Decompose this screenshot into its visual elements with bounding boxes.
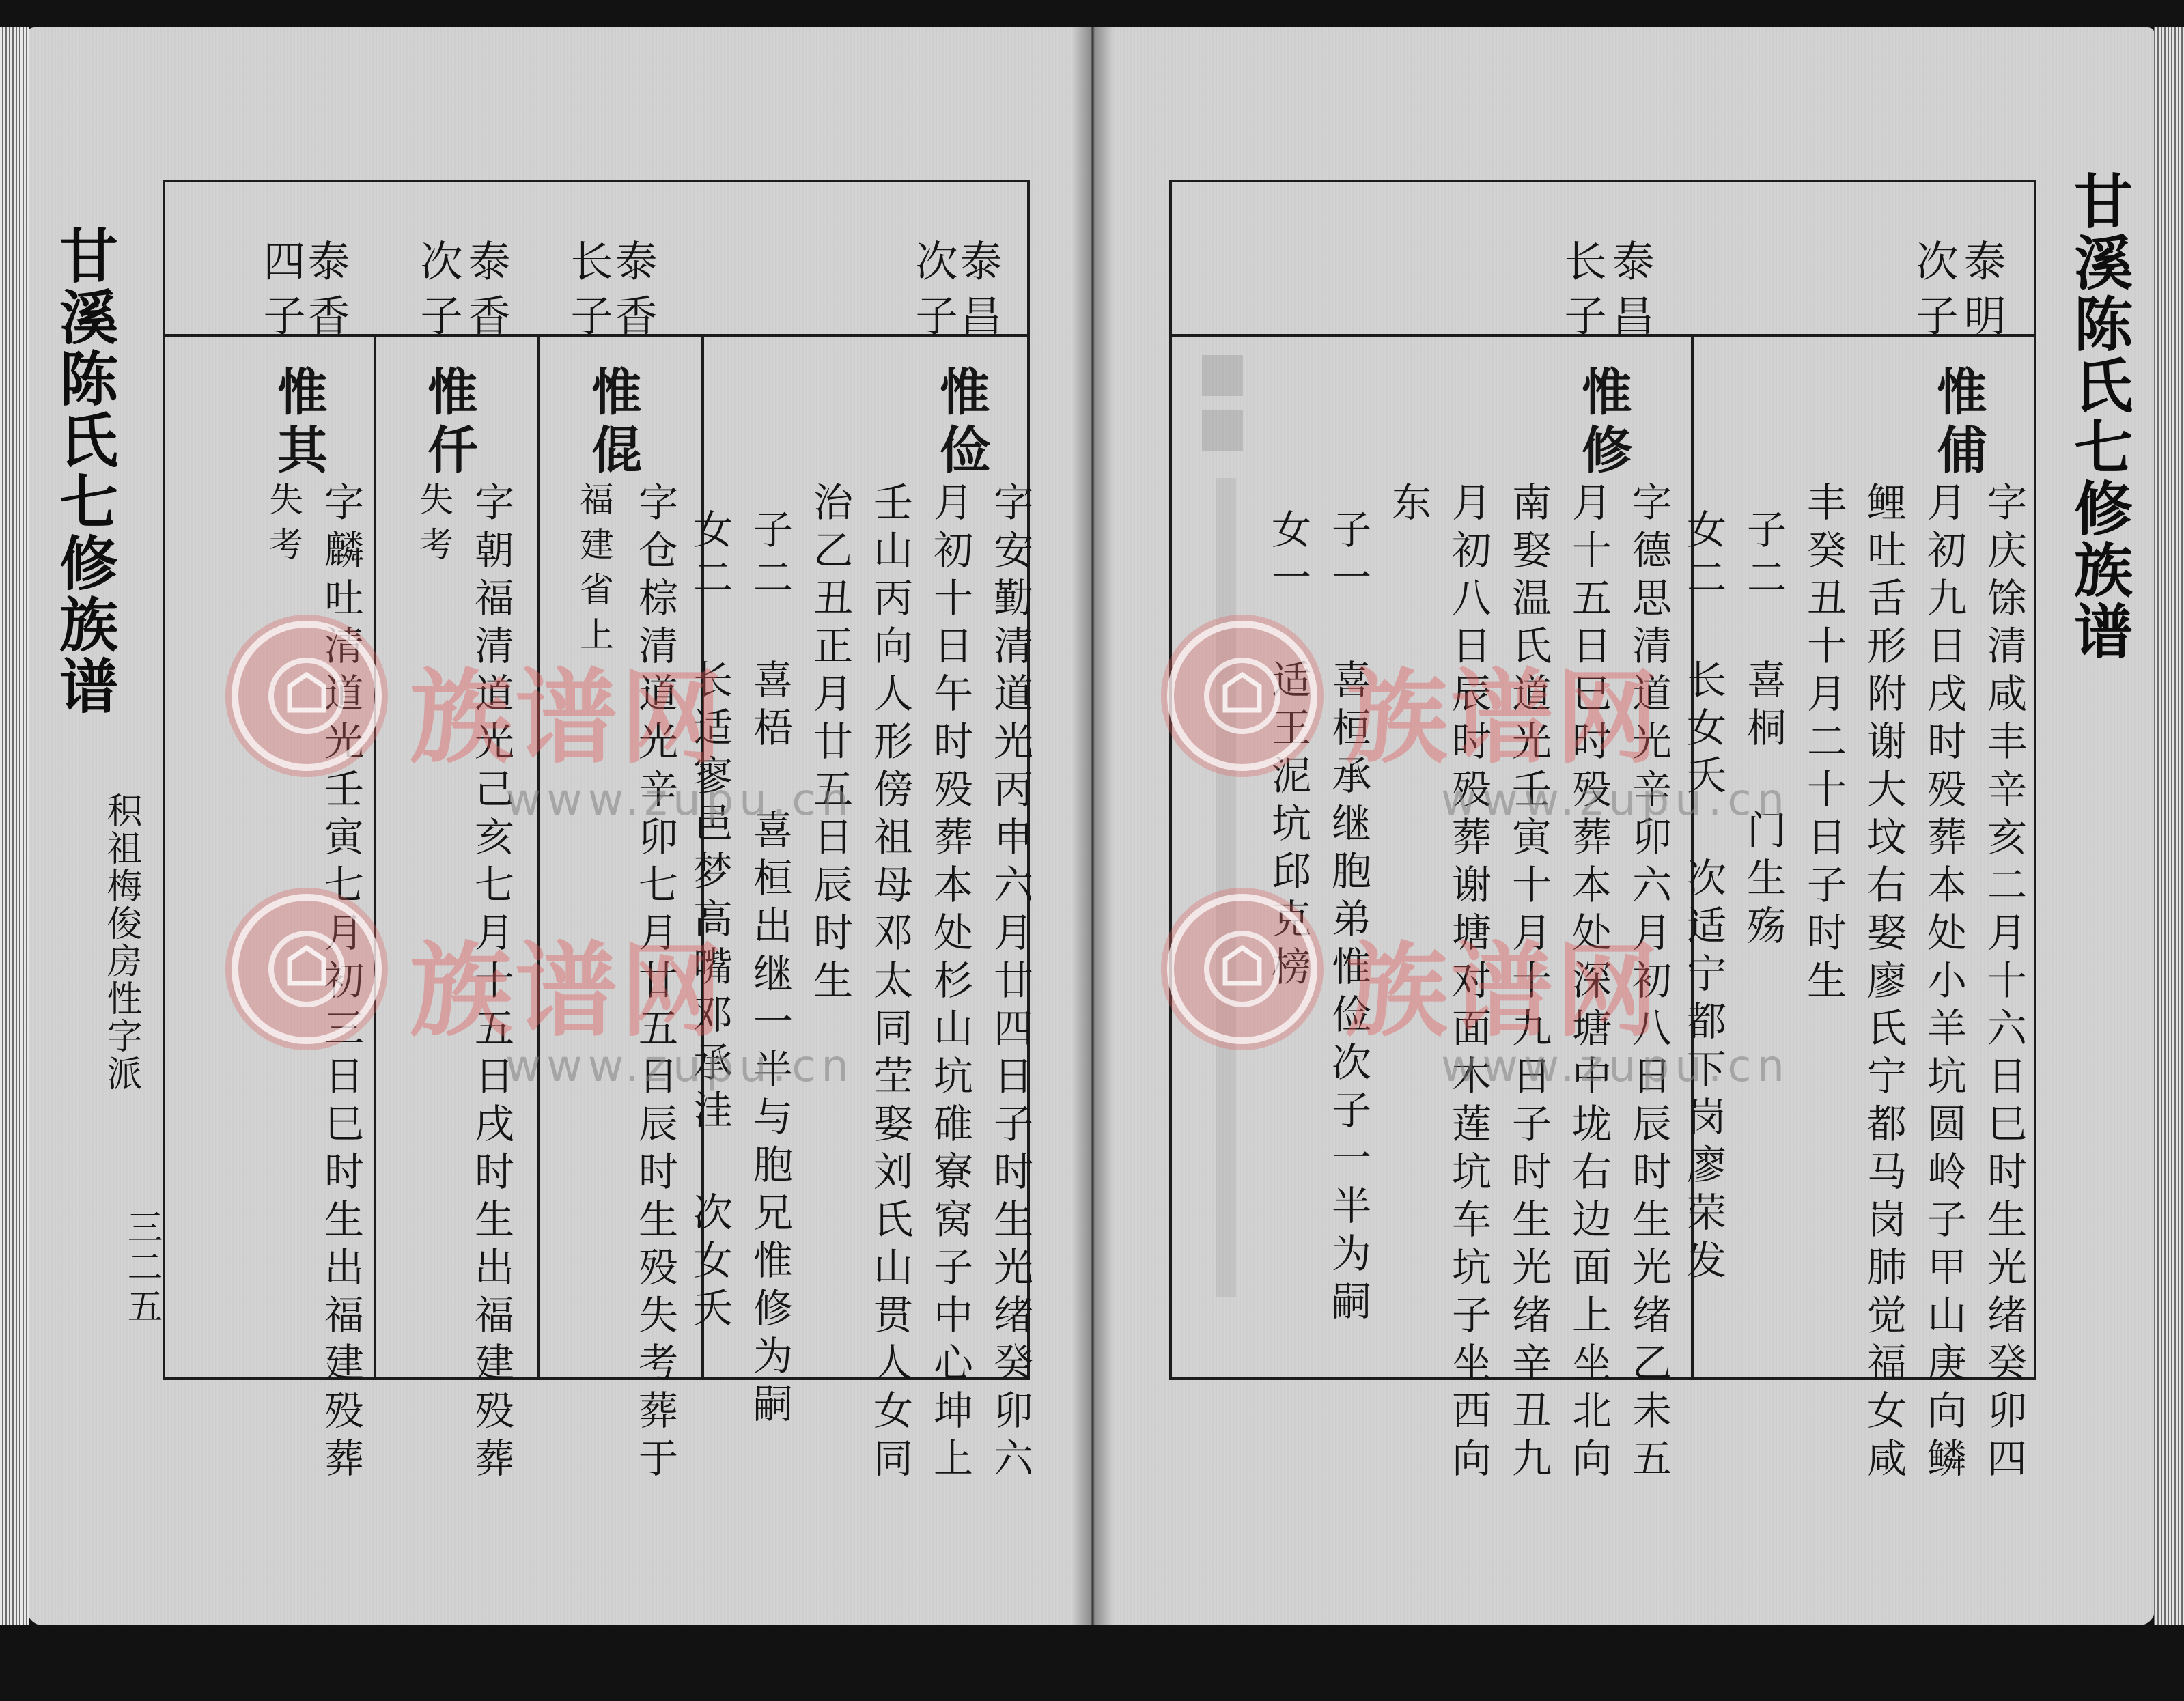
father-name: 泰昌	[1605, 239, 1655, 348]
entry-line: 丰癸丑十月二十日子时生	[1800, 481, 1847, 1007]
entry-given-name: 其	[269, 423, 328, 478]
entry-given-name: 仟	[419, 423, 478, 478]
entry-surname: 惟	[1929, 365, 1987, 420]
entry-given-name: 俌	[1929, 423, 1987, 478]
watermark-url: www.zupu.cn	[505, 1041, 854, 1092]
entry-line: 月十五日巳时殁葬本处深塘中垅右边面上坐北向	[1565, 481, 1612, 1485]
entry-surname: 惟	[1573, 365, 1632, 420]
entry-line: 治乙丑正月廿五日辰时生	[807, 481, 853, 1007]
entry-line: 月初八日辰时殁葬谢塘对面木莲坑车坑子坐西向	[1445, 481, 1492, 1485]
watermark-brand: 族谱网	[410, 659, 726, 778]
entry-surname: 惟	[583, 365, 642, 420]
page-stack-right	[2154, 27, 2184, 1625]
entry-line: 字安勤清道光丙申六月廿四日子时生光绪癸卯六	[987, 481, 1033, 1485]
entry-surname: 惟	[419, 365, 478, 420]
watermark-url: www.zupu.cn	[1441, 1041, 1790, 1092]
page-number: 三二五	[121, 1209, 162, 1327]
entry-line: 南娶温氏道光壬寅十月十九日子时生光绪辛丑九	[1505, 481, 1552, 1485]
child-rank: 次子	[413, 239, 463, 348]
watermark-url: www.zupu.cn	[1441, 775, 1790, 826]
father-name: 泰昌	[953, 239, 1003, 348]
bleed-through-text	[1188, 205, 1270, 1352]
column-rule	[537, 334, 540, 1377]
left-subtitle: 积祖梅俊房性字派	[100, 792, 141, 1093]
entry-line: 字德思清道光辛卯六月初八日辰时生光绪乙未五	[1625, 481, 1672, 1485]
child-rank: 次子	[1909, 239, 1959, 348]
entry-line: 字朝福清道光己亥七月十五日戌时生出福建殁葬	[468, 481, 514, 1485]
watermark-url: www.zupu.cn	[505, 775, 854, 826]
father-name: 泰香	[300, 239, 350, 348]
watermark-seal-icon	[1161, 888, 1324, 1050]
watermark-seal-icon	[225, 888, 388, 1050]
entry-line: 子二 喜梧 喜桓出继一半与胞兄惟修为嗣	[746, 509, 793, 1431]
child-rank: 四子	[256, 239, 306, 348]
child-rank: 次子	[908, 239, 958, 348]
entry-line: 失考	[414, 481, 453, 572]
child-rank: 长子	[563, 239, 613, 348]
entry-line: 福建省上	[574, 481, 614, 662]
column-rule	[374, 334, 376, 1377]
entry-line: 月初十日午时殁葬本处杉山坑碓寮窝子中心坤上	[927, 481, 973, 1485]
entry-surname: 惟	[932, 365, 990, 420]
entry-line: 鲤吐舌形附谢大坟右娶廖氏宁都马岗肺觉福女咸	[1860, 481, 1907, 1485]
entry-line: 子二 喜桐 门生殇	[1740, 509, 1787, 953]
entry-line: 女二 长适寥邑梦高嘴邓承洼 次女夭	[686, 509, 733, 1335]
entry-line: 女二 长女夭 次适宁都下岗廖荣发	[1680, 509, 1726, 1287]
entry-line: 失考	[264, 481, 303, 572]
entry-line: 字庆馀清咸丰辛亥二月十六日巳时生光绪癸卯四	[1980, 481, 2027, 1485]
entry-given-name: 修	[1573, 423, 1632, 478]
watermark-brand: 族谱网	[410, 932, 726, 1051]
watermark-brand: 族谱网	[1345, 659, 1662, 778]
entry-line: 壬山丙向人形傍祖母邓太同茔娶刘氏山贯人女同	[867, 481, 913, 1485]
right-running-title: 甘溪陈氏七修族谱	[2064, 171, 2133, 662]
father-name: 泰明	[1957, 239, 2006, 348]
child-rank: 长子	[1557, 239, 1607, 348]
entry-line: 月初九日戌时殁葬本处小羊坑圆岭子甲山庚向鳞	[1920, 481, 1967, 1485]
entry-line: 女一 适王泥坑邱克榜	[1265, 509, 1311, 994]
entry-line: 子一 喜桓承继胞弟惟俭次子一半为嗣	[1325, 509, 1371, 1328]
watermark-seal-icon	[225, 615, 388, 777]
entry-line: 字仓棕清道光辛卯七月廿五日辰时生殁失考葬于	[632, 481, 678, 1485]
left-running-title: 甘溪陈氏七修族谱	[49, 225, 118, 717]
book-gutter	[1072, 27, 1113, 1625]
watermark-seal-icon	[1161, 615, 1324, 777]
entry-surname: 惟	[269, 365, 328, 420]
entry-line: 字麟吐清道光壬寅七月初三日巳时生出福建殁葬	[318, 481, 364, 1485]
father-name: 泰香	[608, 239, 658, 348]
watermark-brand: 族谱网	[1345, 932, 1662, 1051]
father-name: 泰香	[461, 239, 511, 348]
entry-given-name: 俭	[932, 423, 990, 478]
entry-line: 东	[1385, 481, 1431, 529]
entry-given-name: 倱	[583, 423, 642, 478]
page-stack-left	[0, 27, 29, 1625]
